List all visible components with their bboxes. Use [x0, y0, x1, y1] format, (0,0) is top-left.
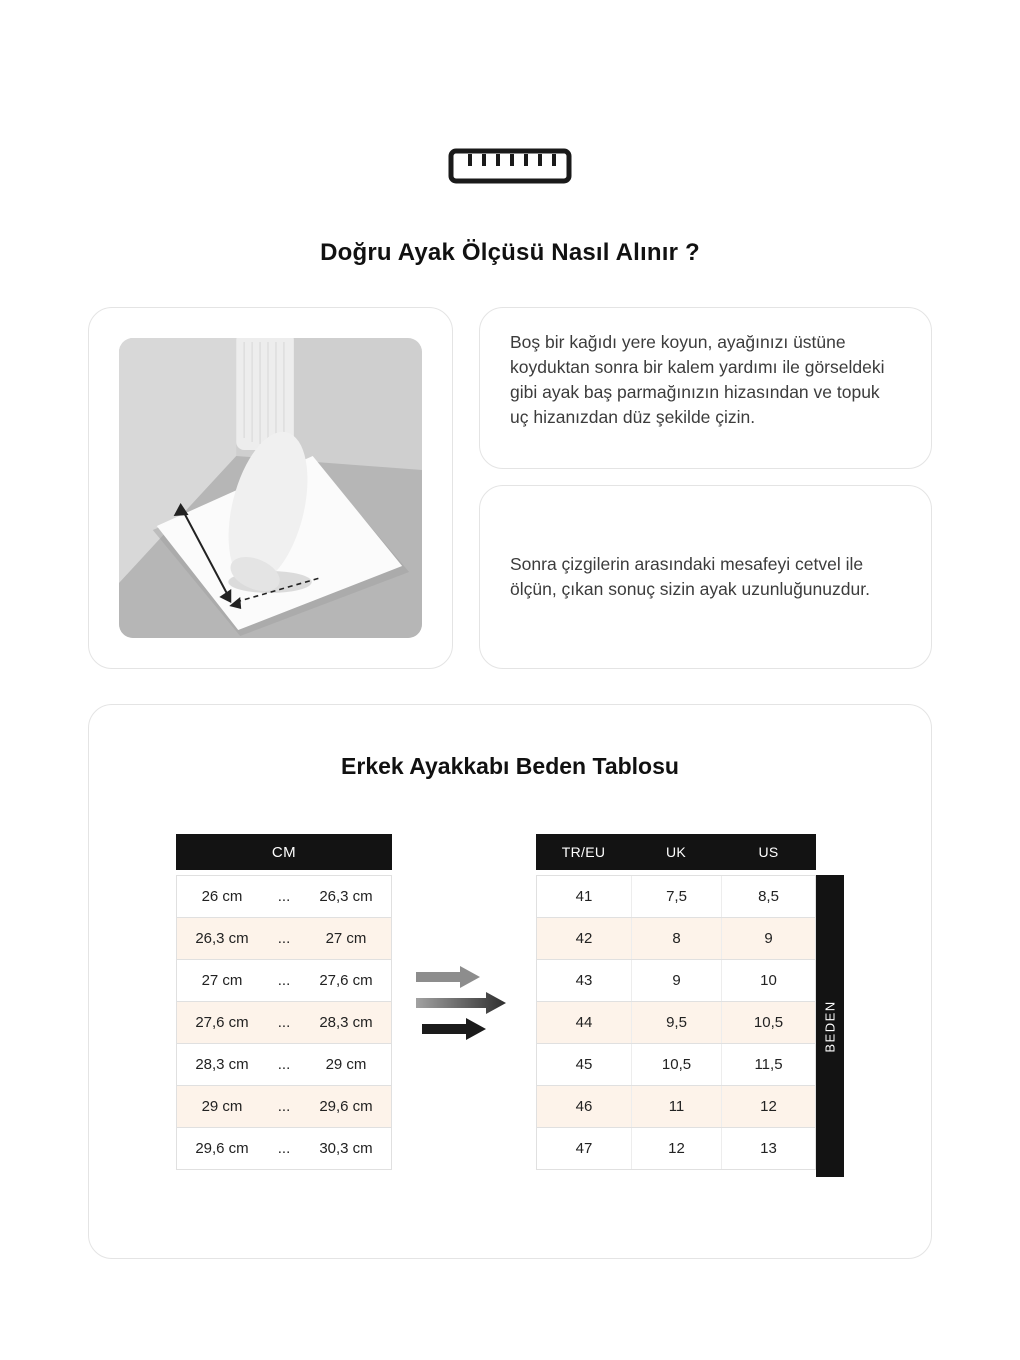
- cell-uk: 9: [631, 960, 721, 1001]
- table-row: [177, 1002, 391, 1044]
- page-title: Doğru Ayak Ölçüsü Nasıl Alınır ?: [320, 239, 700, 266]
- instruction-step-1-card: [479, 307, 932, 469]
- cell-tr-eu: 41: [575, 888, 593, 905]
- cell-uk: 7,5: [631, 876, 721, 917]
- beden-label: BEDEN: [822, 999, 838, 1053]
- cm-from: 29 cm: [201, 1098, 243, 1115]
- size-table-title: Erkek Ayakkabı Beden Tablosu: [341, 753, 679, 779]
- intl-size-table: [536, 834, 816, 1170]
- instruction-text-column: [479, 307, 932, 669]
- intl-size-table-header: [536, 834, 816, 870]
- cm-to: 26,3 cm: [319, 888, 373, 905]
- table-row: [537, 876, 815, 918]
- ruler-icon: [448, 146, 572, 186]
- cm-sep: ...: [277, 1098, 291, 1115]
- instruction-step-1-text: Boş bir kağıdı yere koyun, ayağınızı üstüne koyduktan sonra bir kalem yardımı ile görseldeki gibi ayak baş parmağınızın hizasından ve topuk uç hizanızdan düz şekilde çizin.: [510, 332, 885, 427]
- cell-us: 8,5: [721, 876, 815, 917]
- cell-tr-eu: 42: [575, 930, 593, 947]
- cm-from: 26 cm: [201, 888, 243, 905]
- cm-sep: ...: [277, 972, 291, 989]
- page-header: [0, 0, 1020, 267]
- table-row: [177, 1128, 391, 1170]
- cm-sep: ...: [277, 888, 291, 905]
- instruction-cards-row: [88, 307, 932, 669]
- instruction-step-2-text: Sonra çizgilerin arasındaki mesafeyi cetvel ile ölçün, çıkan sonuç sizin ayak uzunluğunuzdur.: [510, 554, 870, 599]
- cm-sep: ...: [277, 930, 291, 947]
- cm-to: 30,3 cm: [319, 1140, 373, 1157]
- conversion-arrows-icon: [416, 966, 512, 1040]
- table-row: [537, 1128, 815, 1170]
- header-us: US: [758, 844, 779, 860]
- cell-us: 13: [721, 1128, 815, 1169]
- size-tables-row: [89, 834, 931, 1177]
- beden-vertical-label-bar: [816, 875, 844, 1177]
- cm-sep: ...: [277, 1140, 291, 1157]
- intl-size-table-body: [536, 875, 816, 1170]
- cm-to: 27,6 cm: [319, 972, 373, 989]
- cell-uk: 9,5: [631, 1002, 721, 1043]
- cm-to: 29,6 cm: [319, 1098, 373, 1115]
- table-row: [177, 1086, 391, 1128]
- cm-from: 26,3 cm: [195, 930, 249, 947]
- cm-from: 27 cm: [201, 972, 243, 989]
- cell-us: 11,5: [721, 1044, 815, 1085]
- cell-uk: 8: [631, 918, 721, 959]
- table-row: [537, 1086, 815, 1128]
- cm-to: 29 cm: [325, 1056, 367, 1073]
- cm-table-body: [176, 875, 392, 1170]
- cell-tr-eu: 46: [575, 1098, 593, 1115]
- foot-measure-photo: [119, 338, 422, 638]
- cm-table: [176, 834, 392, 1170]
- instruction-step-2-card: [479, 485, 932, 669]
- cell-us: 10,5: [721, 1002, 815, 1043]
- cell-uk: 12: [631, 1128, 721, 1169]
- cm-to: 27 cm: [325, 930, 367, 947]
- cell-tr-eu: 45: [575, 1056, 593, 1073]
- table-row: [177, 918, 391, 960]
- table-row: [537, 1044, 815, 1086]
- cm-from: 29,6 cm: [195, 1140, 249, 1157]
- cell-tr-eu: 47: [575, 1140, 593, 1157]
- foot-on-paper-illustration: [119, 338, 422, 638]
- header-tr-eu: TR/EU: [561, 844, 606, 860]
- cm-to: 28,3 cm: [319, 1014, 373, 1031]
- cm-sep: ...: [277, 1056, 291, 1073]
- foot-measure-photo-card: [88, 307, 453, 669]
- table-row: [177, 876, 391, 918]
- cell-us: 9: [721, 918, 815, 959]
- table-row: [537, 960, 815, 1002]
- cell-tr-eu: 44: [575, 1014, 593, 1031]
- cm-from: 27,6 cm: [195, 1014, 249, 1031]
- table-row: [177, 960, 391, 1002]
- header-uk: UK: [665, 844, 687, 860]
- table-row: [177, 1044, 391, 1086]
- cm-sep: ...: [277, 1014, 291, 1031]
- table-row: [537, 1002, 815, 1044]
- cell-us: 10: [721, 960, 815, 1001]
- size-table-card: [88, 704, 932, 1259]
- cell-tr-eu: 43: [575, 972, 593, 989]
- cell-uk: 11: [631, 1086, 721, 1127]
- cm-table-header: CM: [176, 834, 392, 870]
- cm-from: 28,3 cm: [195, 1056, 249, 1073]
- cell-us: 12: [721, 1086, 815, 1127]
- table-row: [537, 918, 815, 960]
- cell-uk: 10,5: [631, 1044, 721, 1085]
